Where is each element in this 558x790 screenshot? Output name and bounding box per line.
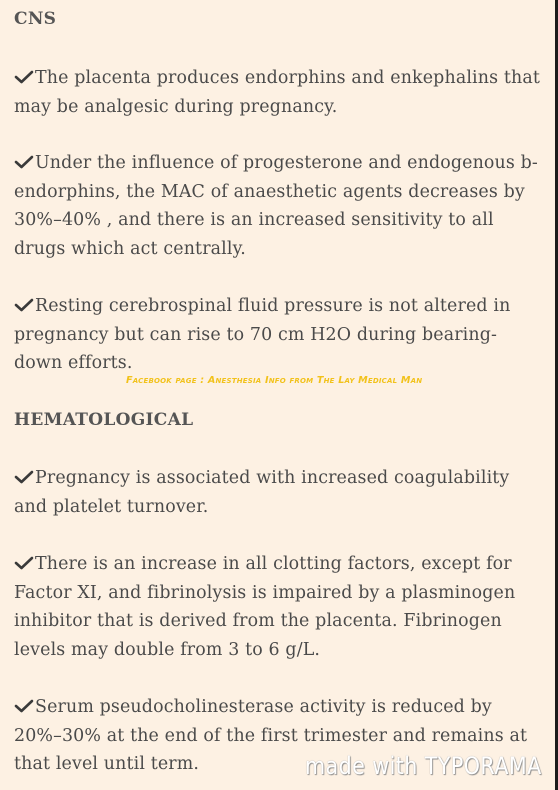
section-heading-hematological: HEMATOLOGICAL xyxy=(14,410,194,430)
section-heading-cns: CNS xyxy=(14,9,57,29)
typorama-watermark: made with TYPORAMA xyxy=(305,752,542,780)
hematological-item-1-text: Pregnancy is associated with increased coagulability and platelet turnover. xyxy=(14,468,510,517)
check-icon xyxy=(14,155,34,169)
check-icon xyxy=(14,556,34,570)
check-icon xyxy=(14,298,34,312)
check-icon xyxy=(14,470,34,484)
cns-item-1 xyxy=(14,64,544,121)
cns-item-1-text: The placenta produces endorphins and enkephalins that may be analgesic during pregnancy. xyxy=(14,68,541,117)
facebook-page-watermark: Facebook page : Anesthesia Info from The Lay Medical Man xyxy=(126,375,423,386)
hematological-item-3-text: Serum pseudocholinesterase activity is reduced by 20%–30% at the end of the first trimester and remains at that level until term. xyxy=(14,697,528,774)
check-icon xyxy=(14,70,34,84)
cns-item-3-text: Resting cerebrospinal fluid pressure is not altered in pregnancy but can rise to 70 cm H2O during bearing-down efforts. xyxy=(14,296,511,373)
cns-item-2-text: Under the influence of progesterone and endogenous b-endorphins, the MAC of anaesthetic agents decreases by 30%–40% , and there is an increased sensitivity to all drugs which act centrally. xyxy=(14,153,538,259)
hematological-item-1 xyxy=(14,464,544,521)
hematological-item-2-text: There is an increase in all clotting factors, except for Factor XI, and fibrinolysis is impaired by a plasminogen inhibitor that is derived from the placenta. Fibrinogen levels may double from 3 to 6 g/L. xyxy=(14,554,516,660)
cns-item-3 xyxy=(14,292,544,378)
check-icon xyxy=(14,699,34,713)
hematological-item-2 xyxy=(14,550,544,664)
cns-item-2 xyxy=(14,149,544,263)
